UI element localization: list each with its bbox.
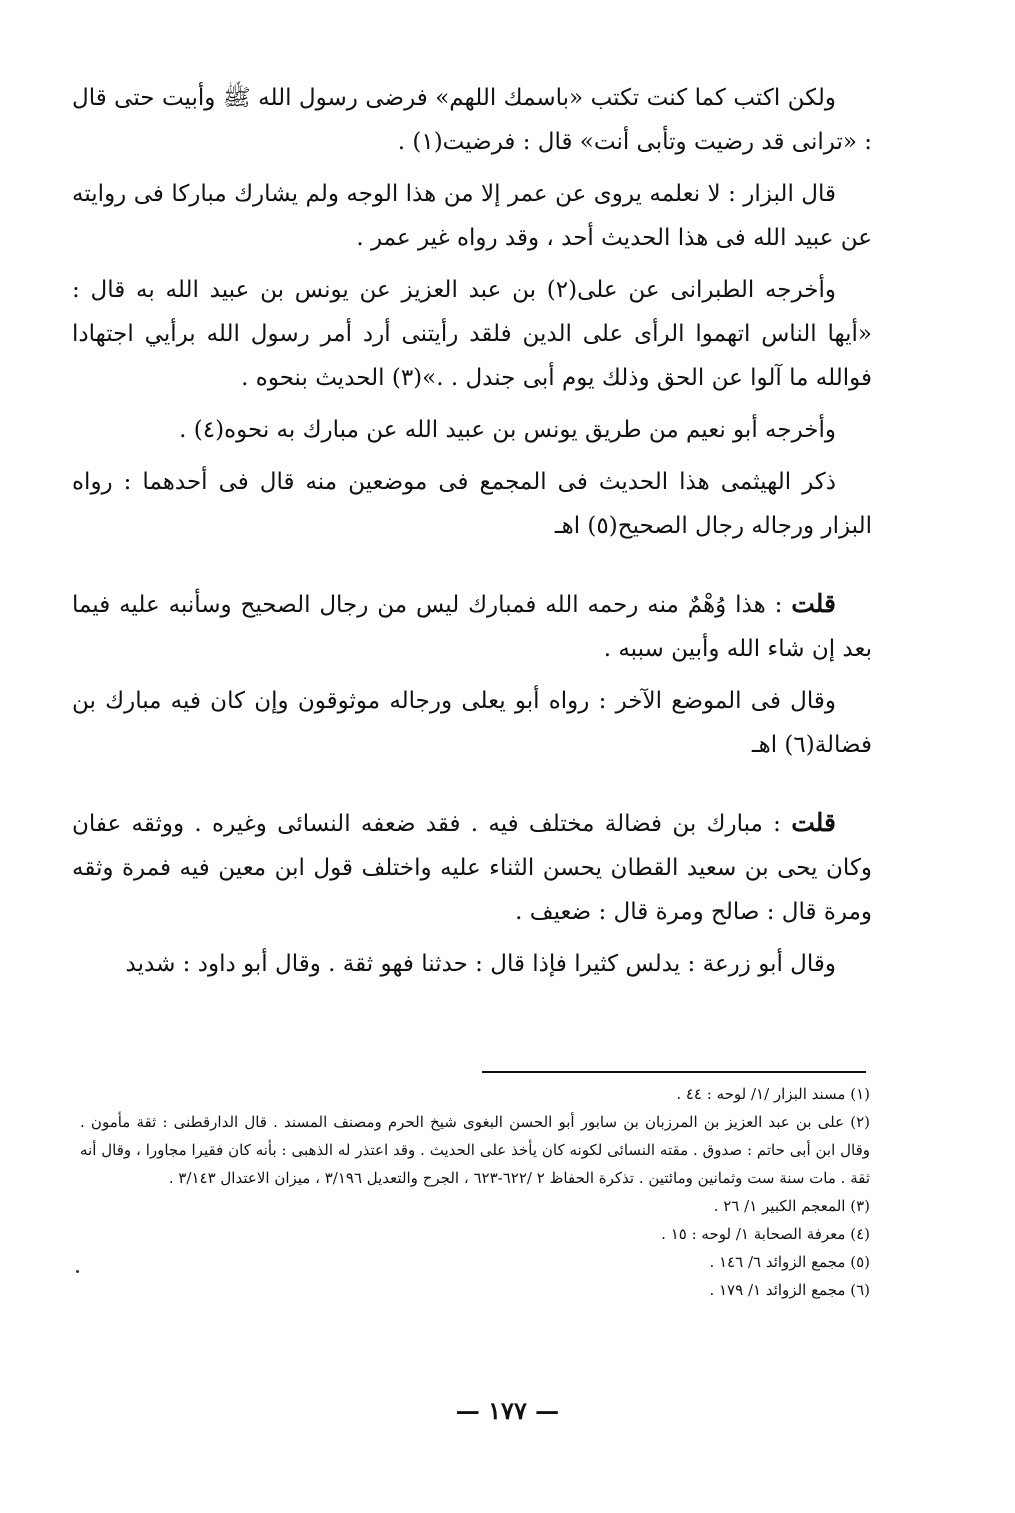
paragraph-text: وأخرجه أبو نعيم من طريق يونس بن عبيد الله عن مبارك به نحوه(٤) . [179, 417, 836, 443]
paragraph-text: : هذا وُهْمٌ منه رحمه الله فمبارك ليس من رجال الصحيح وسأنبه عليه فيما بعد إن شاء الله وأبين سببه . [72, 592, 872, 662]
paragraph-7 [72, 679, 872, 767]
footnote-3: (٣) المعجم الكبير ١/ ٢٦ . [713, 1197, 870, 1215]
paragraph-lead-word: قلت [791, 589, 836, 618]
paragraph-text: وقال أبو زرعة : يدلس كثيرا فإذا قال : حدثنا فهو ثقة . وقال أبو داود : شديد [125, 951, 836, 977]
footnote-divider [482, 1071, 866, 1073]
paragraph-2 [72, 172, 872, 260]
paragraph-text: قال البزار : لا نعلمه يروى عن عمر إلا من هذا الوجه ولم يشارك مباركا فى روايته عن عبيد الله فى هذا الحديث أحد ، وقد رواه غير عمر . [72, 181, 872, 251]
scan-speck [76, 1270, 79, 1273]
paragraph-text: وقال فى الموضع الآخر : رواه أبو يعلى ورجاله موثوقون وإن كان فيه مبارك بن فضالة(٦) اهـ [72, 688, 872, 758]
paragraph-4 [72, 408, 872, 452]
footnote-5: (٥) مجمع الزوائد ٦/ ١٤٦ . [709, 1253, 870, 1271]
paragraph-9 [72, 942, 872, 986]
paragraph-3 [72, 268, 872, 400]
paragraph-lead-word: قلت [791, 808, 836, 837]
paragraph-1 [72, 76, 872, 164]
paragraph-8 [72, 801, 872, 934]
paragraph-text: ولكن اكتب كما كنت تكتب «باسمك اللهم» فرضى رسول الله ﷺ وأبيت حتى قال : «ترانى قد رضيت وتأبى أنت» قال : فرضيت(١) . [72, 85, 872, 155]
footnote-4: (٤) معرفة الصحابة ١/ لوحه : ١٥ . [661, 1225, 870, 1243]
main-text [72, 76, 872, 994]
paragraph-text: : مبارك بن فضالة مختلف فيه . فقد ضعفه النسائى وغيره . ووثقه عفان وكان يحى بن سعيد القطان يحسن الثناء عليه واختلف قول ابن معين فيه فمرة وثقه ومرة قال : صالح ومرة قال : ضعيف . [72, 811, 872, 925]
paragraph-text: وأخرجه الطبرانى عن على(٢) بن عبد العزيز عن يونس بن عبيد الله به قال : «أيها الناس اتهموا الرأى على الدين فلقد رأيتنى أرد أمر رسول الله برأيي اجتهادا فوالله ما آلوا عن الحق وذلك يوم أبى جندل . .»(٣) الحديث بنحوه . [72, 277, 872, 391]
paragraph-5 [72, 460, 872, 548]
footnote-2: (٢) على بن عبد العزيز بن المرزبان بن سابور أبو الحسن البغوى شيخ الحرم ومصنف المسند . قال الدارقطنى : ثقة مأمون . وقال ابن أبى حاتم : صدوق . مقته النسائى لكونه كان يأخذ على الحديث . وقد اعتذر له الذهبى : بأنه كان فقيرا مجاورا ، وقال أنه ثقة . مات سنة ست وثمانين ومائتين . تذكرة الحفاظ ٢ /٦٢٢-٦٢٣ ، الجرح والتعديل ٣/١٩٦ ، ميزان الاعتدال ٣/١٤٣ . [80, 1113, 870, 1187]
footnotes [80, 1080, 870, 1304]
paragraph-text: ذكر الهيثمى هذا الحديث فى المجمع فى موضعين منه قال فى أحدهما : رواه البزار ورجاله رجال الصحيح(٥) اهـ [72, 469, 872, 539]
page-number: — ١٧٧ — [455, 1396, 560, 1425]
footnote-1: (١) مسند البزار /١/ لوحه : ٤٤ . [676, 1085, 870, 1103]
paragraph-6 [72, 582, 872, 671]
footnote-6: (٦) مجمع الزوائد ١/ ١٧٩ . [709, 1281, 870, 1299]
